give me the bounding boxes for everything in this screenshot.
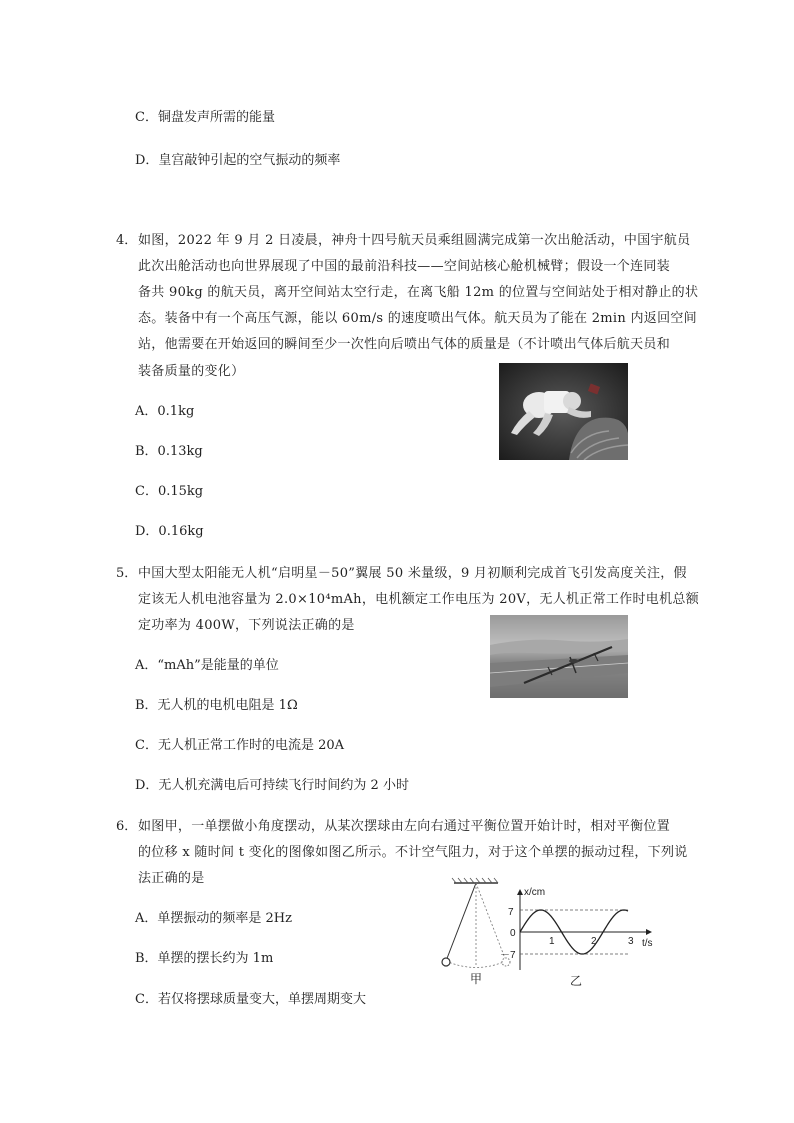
q4-number: 4． [116,233,138,248]
q4-text-line: 站，他需要在开始返回的瞬间至少一次性向后喷出气体的质量是（不计喷出气体后航天员和 [138,337,671,352]
q5-number: 5． [116,566,138,581]
pendulum-label: 甲 [470,972,483,986]
chart-y-axis-arrow [517,889,523,895]
chart-x-tick-label: 3 [628,936,634,947]
chart-x-tick-label: 2 [591,936,597,947]
chart-y-tick-label: 0 [510,928,516,939]
q6-text-line: 法正确的是 [138,871,205,886]
q6-option-c: C．若仅将摆球质量变大，单摆周期变大 [135,992,366,1007]
q4-text-line: 备共 90kg 的航天员，离开空间站太空行走，在离飞船 12m 的位置与空间站处于相对静止的状 [138,285,699,300]
q4-option-a: A．0.1kg [135,404,195,419]
q5-option-a: A．“mAh”是能量的单位 [135,658,279,673]
q4-option-b: B．0.13kg [135,444,203,459]
q4-text-line: 此次出舱活动也向世界展现了中国的最前沿科技——空间站核心舱机械臂；假设一个连同装 [138,259,671,274]
chart-x-axis-label: t/s [642,938,653,949]
q3-option-d: D．皇宫敲钟引起的空气振动的频率 [135,153,341,168]
chart-x-tick-label: 1 [549,936,555,947]
q4-option-d: D．0.16kg [135,524,204,539]
q6-option-a: A．单摆振动的频率是 2Hz [135,911,292,926]
q5-option-d: D．无人机充满电后可持续飞行时间约为 2 小时 [135,778,409,793]
q6-option-b: B．单摆的摆长约为 1m [135,951,274,966]
solar-drone-photo [490,615,628,698]
chart-y-tick-label: 7 [508,907,514,918]
q3-option-c: C．铜盘发声所需的能量 [135,110,275,125]
q5-option-b: B．无人机的电机电阻是 1Ω [135,698,298,713]
q4-text-line: 态。装备中有一个高压气源，能以 60m/s 的速度喷出气体。航天员为了能在 2min 内返回空间 [138,311,697,326]
q4-text-line: 装备质量的变化） [138,364,245,379]
graph-label: 乙 [570,974,583,988]
q5-option-c: C．无人机正常工作时的电流是 20A [135,738,345,753]
q5-text-line: 定功率为 400W，下列说法正确的是 [138,618,355,633]
q4-option-c: C．0.15kg [135,484,204,499]
chart-y-axis-label: x/cm [524,887,546,898]
q6-text-line: 如图甲，一单摆做小角度摆动，从某次摆球由左向右通过平衡位置开始计时，相对平衡位置 [138,819,671,834]
q6-text-line: 的位移 x 随时间 t 变化的图像如图乙所示。不计空气阻力，对于这个单摆的振动过程，下列说 [138,845,688,860]
chart-x-axis-arrow [646,929,652,935]
q6-number: 6． [116,819,138,834]
q5-text-line: 定该无人机电池容量为 2.0×10⁴mAh，电机额定工作电压为 20V，无人机正常工作时电机总额 [138,592,700,607]
q5-text-line: 中国大型太阳能无人机“启明星－50”翼展 50 米量级，9 月初顺利完成首飞引发高度关注，假 [138,566,687,581]
q4-text-line: 如图，2022 年 9 月 2 日凌晨，神舟十四号航天员乘组圆满完成第一次出舱活动，中国宇航员 [138,233,691,248]
oscillation-chart [500,884,670,974]
astronaut-photo [499,363,628,460]
chart-y-tick-label: －7 [500,950,516,961]
